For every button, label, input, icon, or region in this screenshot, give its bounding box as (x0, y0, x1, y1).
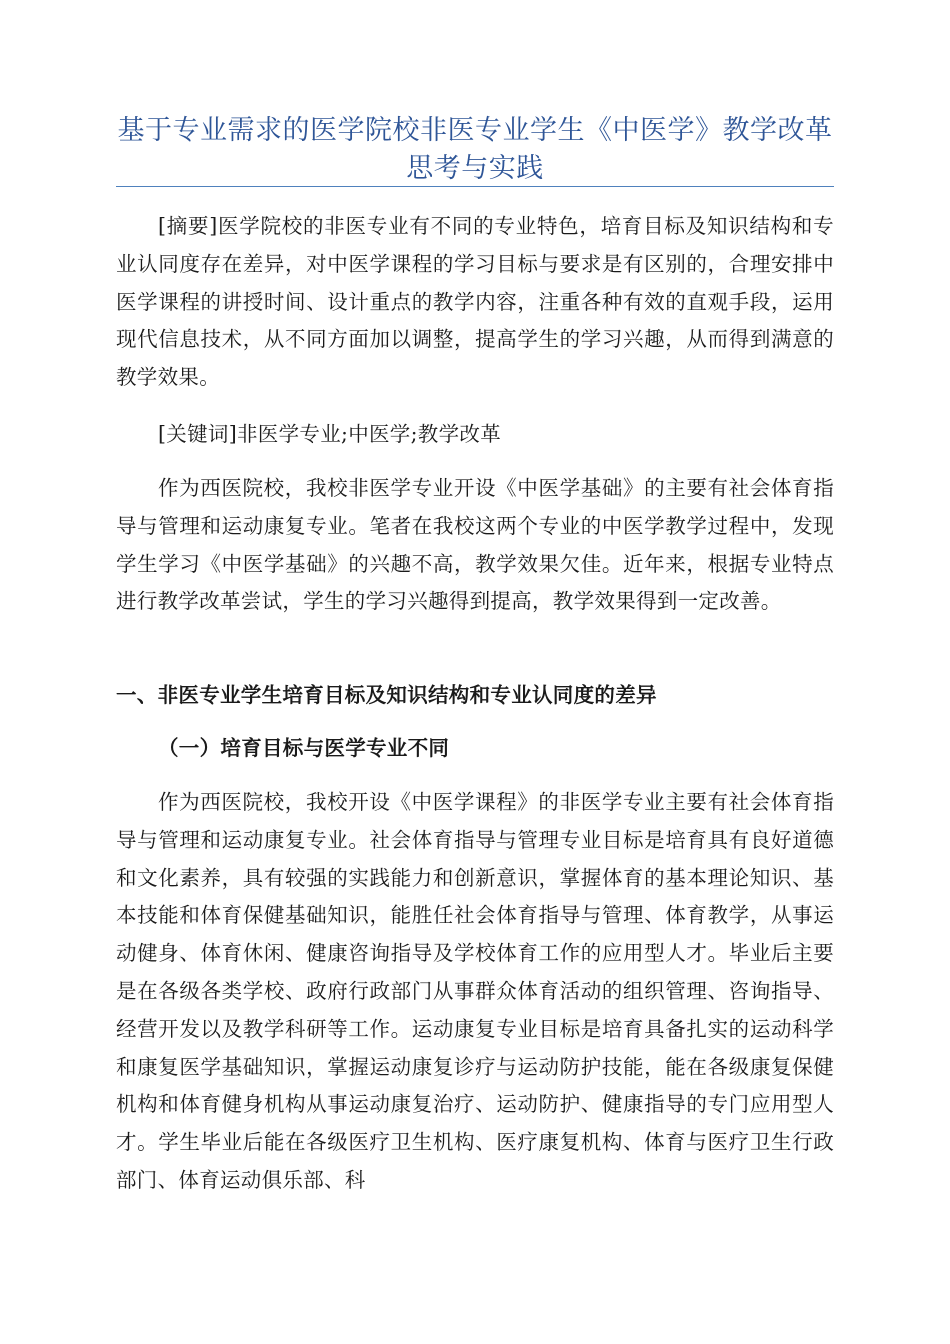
keywords-paragraph: [关键词]非医学专业;中医学;教学改革 (158, 422, 502, 446)
section-1-heading: 一、非医专业学生培育目标及知识结构和专业认同度的差异 (116, 683, 657, 707)
document-title: 基于专业需求的医学院校非医专业学生《中医学》教学改革思考与实践 (117, 115, 833, 184)
section-1-paragraph: 作为西医院校，我校开设《中医学课程》的非医学专业主要有社会体育指导与管理和运动康复专业。社会体育指导与管理专业目标是培育具有良好道德和文化素养，具有较强的实践能力和创新意识，掌握体育的基本理论知识、基本技能和体育保健基础知识，能胜任社会体育指导与管理、体育教学，从事运动健身、体育休闲、健康咨询指导及学校体育工作的应用型人才。毕业后主要是在各级各类学校、政府行政部门从事群众体育活动的组织管理、咨询指导、经营开发以及教学科研等工作。运动康复专业目标是培育具备扎实的运动科学和康复医学基础知识，掌握运动康复诊疗与运动防护技能，能在各级康复保健机构和体育健身机构从事运动康复治疗、运动防护、健康指导的专门应用型人才。学生毕业后能在各级医疗卫生机构、医疗康复机构、体育与医疗卫生行政部门、体育运动俱乐部、科 (116, 790, 834, 1192)
intro-paragraph: 作为西医院校，我校非医学专业开设《中医学基础》的主要有社会体育指导与管理和运动康复专业。笔者在我校这两个专业的中医学教学过程中，发现学生学习《中医学基础》的兴趣不高，教学效果欠佳。近年来，根据专业特点进行教学改革尝试，学生的学习兴趣得到提高，教学效果得到一定改善。 (116, 476, 834, 614)
section-1-subheading: （一）培育目标与医学专业不同 (158, 736, 450, 760)
abstract-paragraph: [摘要]医学院校的非医专业有不同的专业特色，培育目标及知识结构和专业认同度存在差异，对中医学课程的学习目标与要求是有区别的，合理安排中医学课程的讲授时间、设计重点的教学内容，注重各种有效的直观手段，运用现代信息技术，从不同方面加以调整，提高学生的学习兴趣，从而得到满意的教学效果。 (116, 214, 834, 390)
title-underline (116, 186, 834, 187)
